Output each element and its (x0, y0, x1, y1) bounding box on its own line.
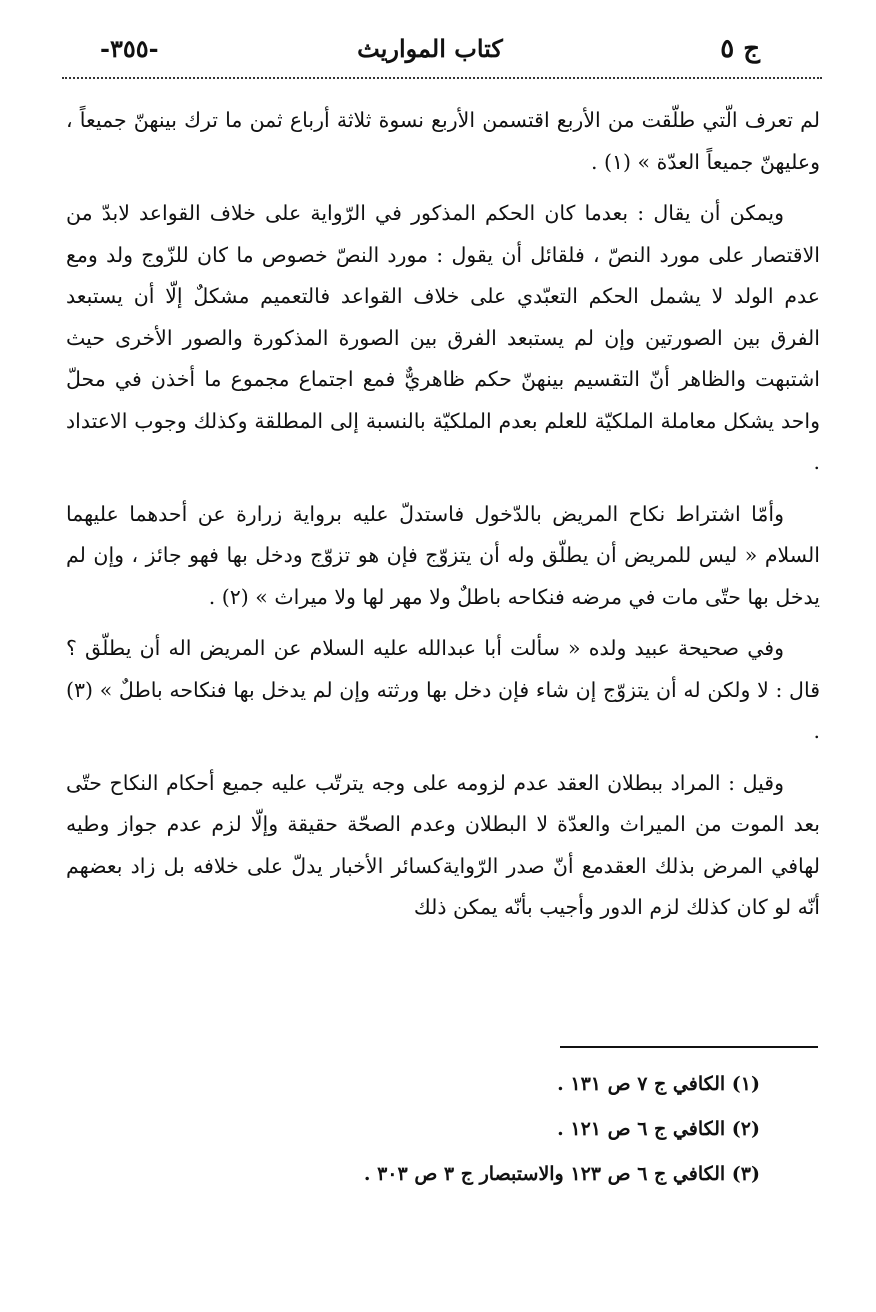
footnote: (٢) الكافي ج ٦ ص ١٢١ . (557, 1118, 760, 1140)
paragraph: وأمّا اشتراط نكاح المريض بالدّخول فاستدلّ عليه برواية زرارة عن أحدهما عليهما السلام « ليس للمريض أن يطلّق وله أن يتزوّج فإن هو تزوّج ودخل بها فهو جائز ، وإن لم يدخل بها حتّى مات في مرضه فنكاحه باطلٌ ولا مهر لها ولا ميراث » (٢) . (66, 501, 820, 609)
chapter-title: كتاب المواريث (357, 34, 503, 63)
header-divider (62, 77, 822, 79)
footnotes (120, 1062, 760, 1197)
volume-number: ج ٥ (720, 34, 760, 64)
paragraph: وفي صحيحة عبيد ولده « سألت أبا عبدالله عليه السلام عن المريض اله أن يطلّق ؟ قال : لا ولكن له أن يتزوّج إن شاء فإن دخل بها ورثته وإن لم يدخل بها فنكاحه باطلٌ » (٣) . (66, 636, 820, 743)
page-header (100, 34, 760, 74)
page-number: -٣٥٥- (100, 34, 159, 63)
main-text (66, 100, 820, 939)
footnote-divider (560, 1046, 818, 1048)
paragraph: لم تعرف الّتي طلّقت من الأربع اقتسمن الأربع نسوة ثلاثة أرباع ثمن ما ترك بينهنّ جميعاً ، وعليهنّ جميعاً العدّة » (١) . (66, 108, 820, 174)
paragraph: وقيل : المراد ببطلان العقد عدم لزومه على وجه يترتّب عليه جميع أحكام النكاح حتّى بعد الموت من الميراث والعدّة لا البطلان وعدم الصحّة حقيقة وإلّا لزم عدم جواز وطيه لهافي المرض بذلك العقدمع أنّ صدر الرّوايةكسائر الأخبار يدلّ على خلافه بل زاد بعضهم أنّه لو كان كذلك لزم الدور وأجيب بأنّه يمكن ذلك (66, 770, 820, 919)
footnote: (١) الكافي ج ٧ ص ١٣١ . (557, 1073, 760, 1095)
footnote: (٣) الكافي ج ٦ ص ١٢٣ والاستبصار ج ٣ ص ٣٠٣ . (363, 1163, 760, 1185)
paragraph: ويمكن أن يقال : بعدما كان الحكم المذكور في الرّواية على خلاف القواعد لابدّ من الاقتصار على مورد النصّ ، فلقائل أن يقول : مورد النصّ خصوص ما كان للزّوج ولد ومع عدم الولد لا يشمل الحكم التعبّدي على خلاف القواعد فالتعميم مشكلٌ إلّا أن يستبعد الفرق بين الصورتين وإن لم يستبعد الفرق بين الصورة المذكورة والصور الأخرى حيث اشتبهت والظاهر أنّ التقسيم بينهنّ حكم ظاهريٌّ فمع اجتماع مجموع ما أخذن في محلّ واحد يشكل معاملة الملكيّة للعلم بعدم الملكيّة بالنسبة إلى المطلقة وكذلك وجوب الاعتداد . (66, 201, 820, 474)
